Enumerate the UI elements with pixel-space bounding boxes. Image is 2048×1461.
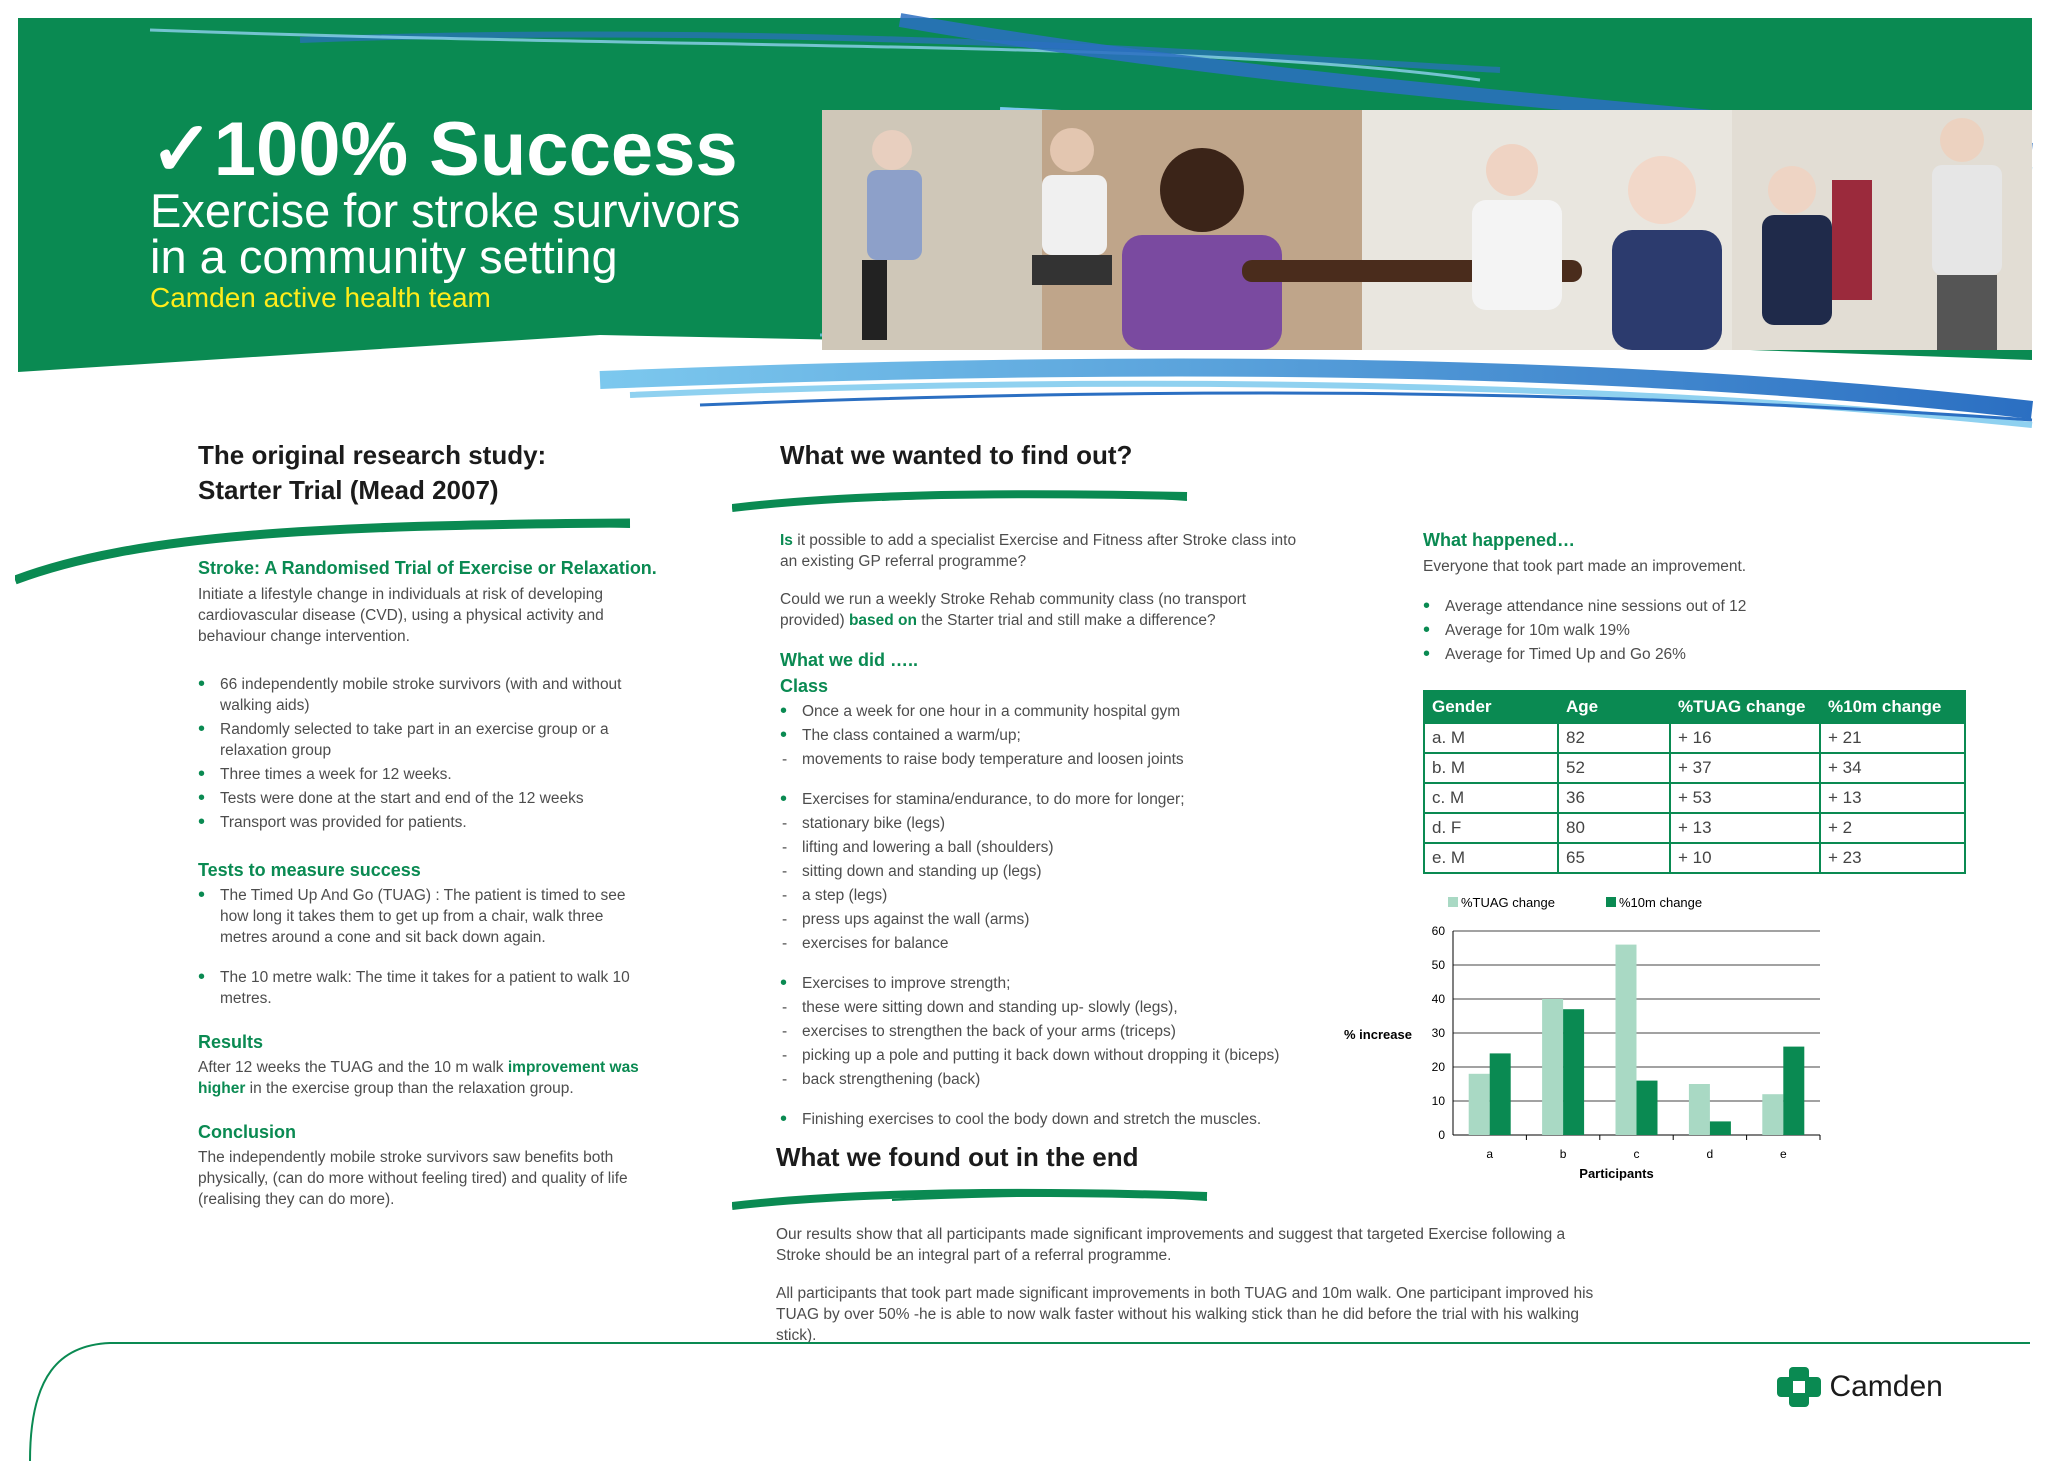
bar-d-1 bbox=[1710, 1121, 1731, 1135]
class-photo bbox=[822, 110, 2032, 350]
x-axis-title: Participants bbox=[1579, 1166, 1654, 1181]
class-activities-list bbox=[780, 701, 1340, 1133]
cell: + 10 bbox=[1670, 843, 1820, 873]
list-item: • Tests were done at the start and end of the 12 weeks bbox=[198, 788, 638, 809]
x-tick-label: c bbox=[1633, 1147, 1640, 1161]
list-item: - movements to raise body temperature and loosen joints bbox=[780, 749, 1340, 770]
cell: + 16 bbox=[1670, 723, 1820, 753]
list-item: • The class contained a warm/up; bbox=[780, 725, 1340, 746]
col-age: Age bbox=[1558, 691, 1670, 723]
study-title: Stroke: A Randomised Trial of Exercise or Relaxation. bbox=[198, 558, 657, 578]
cell: 80 bbox=[1558, 813, 1670, 843]
cell: + 21 bbox=[1820, 723, 1965, 753]
table-row bbox=[1424, 723, 1965, 753]
middle-heading: What we wanted to find out? bbox=[780, 440, 1133, 470]
table-row bbox=[1424, 813, 1965, 843]
camden-logo-icon bbox=[1775, 1365, 1823, 1409]
legend-label: %TUAG change bbox=[1461, 895, 1555, 910]
list-item: • Exercises for stamina/endurance, to do more for longer; bbox=[780, 789, 1340, 810]
list-item: • The Timed Up And Go (TUAG) : The patient is timed to see how long it takes them to get up from a chair, walk three metres around a cone and sit back down again. bbox=[198, 885, 638, 948]
legend-swatch bbox=[1606, 897, 1616, 907]
list-item: • Average for 10m walk 19% bbox=[1423, 620, 1943, 641]
camden-logo bbox=[1775, 1365, 1943, 1409]
x-tick-label: d bbox=[1706, 1147, 1714, 1161]
cell: d. F bbox=[1424, 813, 1558, 843]
list-item: - exercises to strengthen the back of your arms (triceps) bbox=[780, 1021, 1340, 1042]
list-item: - a step (legs) bbox=[780, 885, 1340, 906]
y-tick-label: 50 bbox=[1431, 958, 1445, 972]
bar-b-0 bbox=[1542, 999, 1563, 1135]
legend-label: %10m change bbox=[1619, 895, 1703, 910]
list-item: • The 10 metre walk: The time it takes for a patient to walk 10 metres. bbox=[198, 967, 638, 1009]
cell: e. M bbox=[1424, 843, 1558, 873]
cell: 82 bbox=[1558, 723, 1670, 753]
cell: + 34 bbox=[1820, 753, 1965, 783]
bar-d-0 bbox=[1689, 1084, 1710, 1135]
question-2: Could we run a weekly Stroke Rehab community class (no transport provided) based on the Starter trial and still make a difference? bbox=[780, 591, 1247, 629]
x-tick-label: a bbox=[1486, 1147, 1494, 1161]
poster-subtitle: Exercise for stroke survivors in a community setting bbox=[150, 184, 741, 283]
list-item: - these were sitting down and standing up- slowly (legs), bbox=[780, 997, 1340, 1018]
list-item: • Once a week for one hour in a community hospital gym bbox=[780, 701, 1340, 722]
y-tick-label: 30 bbox=[1431, 1026, 1445, 1040]
y-axis-title: % increase bbox=[1344, 1027, 1412, 1042]
cell: + 2 bbox=[1820, 813, 1965, 843]
bar-e-0 bbox=[1762, 1094, 1783, 1135]
cell: a. M bbox=[1424, 723, 1558, 753]
found-heading: What we found out in the end bbox=[776, 1142, 1139, 1172]
table-row bbox=[1424, 843, 1965, 873]
y-tick-label: 40 bbox=[1431, 992, 1445, 1006]
list-item: - stationary bike (legs) bbox=[780, 813, 1340, 834]
cell: 36 bbox=[1558, 783, 1670, 813]
class-heading: Class bbox=[780, 676, 829, 696]
x-tick-label: b bbox=[1559, 1147, 1567, 1161]
list-item: • Randomly selected to take part in an exercise group or a relaxation group bbox=[198, 719, 638, 761]
cell: 52 bbox=[1558, 753, 1670, 783]
bar-b-1 bbox=[1563, 1009, 1584, 1135]
cell: + 23 bbox=[1820, 843, 1965, 873]
bar-a-1 bbox=[1490, 1053, 1511, 1135]
cell: + 13 bbox=[1670, 813, 1820, 843]
tests-list bbox=[198, 885, 638, 1012]
camden-logo-text: Camden bbox=[1829, 1370, 1943, 1403]
happened-list bbox=[1423, 596, 1943, 668]
bar-e-1 bbox=[1783, 1047, 1804, 1135]
list-item: • Average attendance nine sessions out of 12 bbox=[1423, 596, 1943, 617]
study-points-list bbox=[198, 674, 638, 836]
found-paragraph-1: Our results show that all participants made significant improvements and suggest that targeted Exercise following a Stroke should be an integral part of a referral programme. bbox=[776, 1226, 1566, 1264]
what-happened-text: Everyone that took part made an improvement. bbox=[1423, 558, 1747, 575]
list-item: • Exercises to improve strength; bbox=[780, 973, 1340, 994]
results-heading: Results bbox=[198, 1032, 264, 1052]
results-table bbox=[1423, 690, 1966, 874]
y-tick-label: 10 bbox=[1431, 1094, 1445, 1108]
what-happened-heading: What happened… bbox=[1423, 530, 1575, 550]
check-icon: ✓ bbox=[150, 107, 214, 192]
cell: c. M bbox=[1424, 783, 1558, 813]
col-tuag: %TUAG change bbox=[1670, 691, 1820, 723]
team-name: Camden active health team bbox=[150, 282, 491, 313]
col-gender: Gender bbox=[1424, 691, 1558, 723]
y-tick-label: 0 bbox=[1438, 1128, 1445, 1142]
table-header-row bbox=[1424, 691, 1965, 723]
found-swoosh bbox=[732, 1188, 1212, 1218]
list-item: • Average for Timed Up and Go 26% bbox=[1423, 644, 1943, 665]
list-item: - lifting and lowering a ball (shoulders) bbox=[780, 837, 1340, 858]
conclusion-heading: Conclusion bbox=[198, 1122, 296, 1142]
bar-c-0 bbox=[1616, 945, 1637, 1135]
results-text: After 12 weeks the TUAG and the 10 m walk improvement was higher in the exercise group than the relaxation group. bbox=[198, 1059, 639, 1097]
cell: + 53 bbox=[1670, 783, 1820, 813]
y-tick-label: 20 bbox=[1431, 1060, 1445, 1074]
list-item: - exercises for balance bbox=[780, 933, 1340, 954]
legend-swatch bbox=[1448, 897, 1458, 907]
table-row bbox=[1424, 783, 1965, 813]
col-10m: %10m change bbox=[1820, 691, 1965, 723]
footer-curve bbox=[0, 1335, 2048, 1461]
list-item: • Finishing exercises to cool the body down and stretch the muscles. bbox=[780, 1109, 1340, 1130]
found-paragraph-2: All participants that took part made significant improvements in both TUAG and 10m walk. One participant improved his TUAG by over 50% -he is able to now walk faster without his walking stick than he did before the trial with his walking stick). bbox=[776, 1285, 1594, 1344]
tests-heading: Tests to measure success bbox=[198, 860, 421, 880]
list-item: • Transport was provided for patients. bbox=[198, 812, 638, 833]
what-we-did-heading: What we did ….. bbox=[780, 650, 918, 670]
middle-swoosh bbox=[732, 488, 1192, 518]
results-bar-chart bbox=[1340, 885, 1840, 1195]
list-item: • 66 independently mobile stroke survivors (with and without walking aids) bbox=[198, 674, 638, 716]
bar-c-1 bbox=[1637, 1081, 1658, 1135]
question-1: Is it possible to add a specialist Exercise and Fitness after Stroke class into an existing GP referral programme? bbox=[780, 532, 1297, 570]
cell: 65 bbox=[1558, 843, 1670, 873]
study-intro: Initiate a lifestyle change in individuals at risk of developing cardiovascular disease (CVD), using a physical activity and behaviour change intervention. bbox=[198, 586, 604, 645]
list-item: - back strengthening (back) bbox=[780, 1069, 1340, 1090]
x-tick-label: e bbox=[1779, 1147, 1787, 1161]
y-tick-label: 60 bbox=[1431, 924, 1445, 938]
cell: + 37 bbox=[1670, 753, 1820, 783]
cell: b. M bbox=[1424, 753, 1558, 783]
list-item: • Three times a week for 12 weeks. bbox=[198, 764, 638, 785]
poster-title: ✓100% Success bbox=[150, 107, 738, 192]
table-row bbox=[1424, 753, 1965, 783]
list-item: - press ups against the wall (arms) bbox=[780, 909, 1340, 930]
cell: + 13 bbox=[1820, 783, 1965, 813]
left-heading: The original research study: Starter Trial (Mead 2007) bbox=[198, 440, 547, 505]
conclusion-text: The independently mobile stroke survivors saw benefits both physically, (can do more without feeling tired) and quality of life (realising they can do more). bbox=[198, 1149, 628, 1208]
bar-a-0 bbox=[1469, 1074, 1490, 1135]
list-item: - sitting down and standing up (legs) bbox=[780, 861, 1340, 882]
list-item: - picking up a pole and putting it back down without dropping it (biceps) bbox=[780, 1045, 1340, 1066]
